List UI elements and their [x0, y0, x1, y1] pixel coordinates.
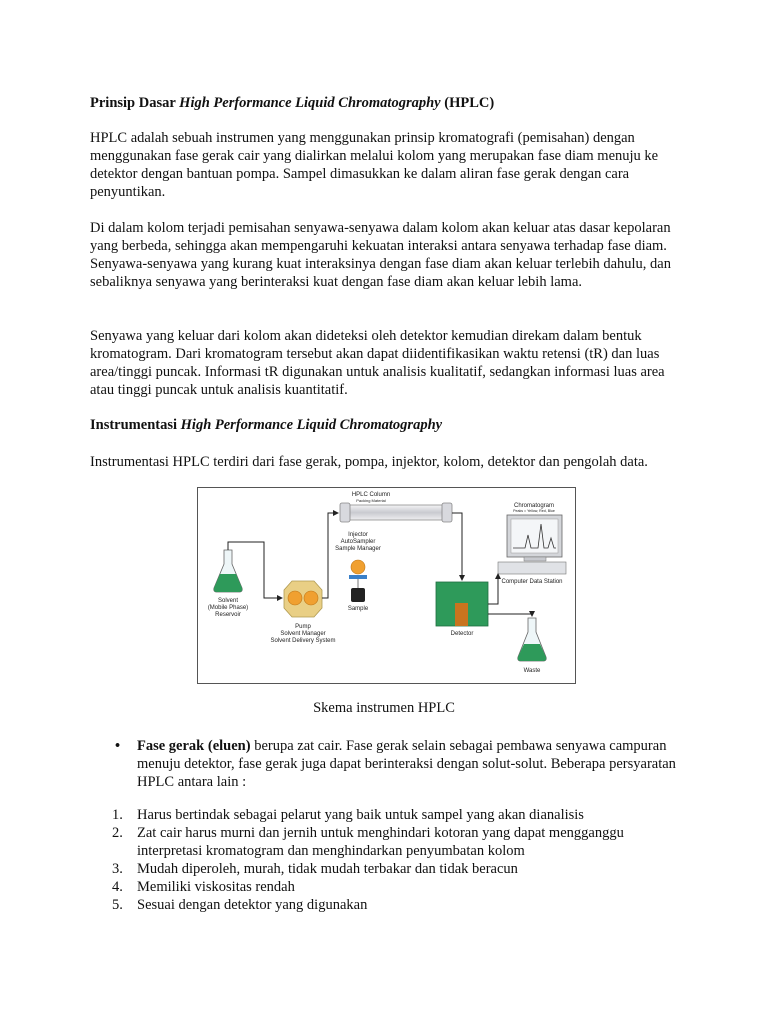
list-item [90, 806, 690, 824]
section-italic: High Performance Liquid Chromatography [180, 417, 443, 433]
column-cap-right-icon [442, 503, 452, 522]
column-subtitle: Packing Material [356, 498, 386, 503]
detector-cell-icon [455, 603, 468, 626]
injector-needle-icon [349, 575, 367, 579]
list-item [90, 896, 690, 914]
section-heading [90, 417, 442, 434]
pump [270, 581, 335, 644]
bullet-item [90, 737, 690, 791]
injector [335, 532, 381, 612]
paragraph-2: Di dalam kolom terjadi pemisahan senyawa-senyawa dalam kolom akan keluar atas dasar kepolaran yang berbeda, sehingga akan mempengaruhi kekuatan interaksi antara senyawa terhadap fase diam. Senyawa-senyawa yang kurang kuat interaksinya dengan fase diam akan keluar terlebih dahulu, dan sebaliknya senyawa yang berinteraksi kuat dengan fase diam akan keluar lebih lama. [90, 220, 671, 290]
arrow-column-to-detector [452, 513, 462, 580]
arrow-detector-to-waste [488, 614, 532, 616]
list-number: 2. [112, 825, 123, 841]
solvent-label-1: Solvent [217, 598, 239, 604]
list-text: Harus bertindak sebagai pelarut yang baik untuk sampel yang akan dianalisis [137, 807, 584, 823]
list-number: 5. [112, 897, 123, 913]
bullet-text [137, 737, 677, 791]
requirements-list [90, 806, 690, 914]
list-text: Zat cair harus murni dan jernih untuk menghindari kotoran yang dapat mengganggu interpretasi kromatogram dan menghindarkan penyumbatan kolom [137, 825, 624, 859]
column-tube-icon [346, 505, 446, 520]
solvent-label-2: (Mobile Phase) [207, 605, 249, 611]
list-text: Sesuai dengan detektor yang digunakan [137, 897, 368, 913]
monitor-stand-icon [524, 557, 546, 561]
list-number: 4. [112, 879, 123, 895]
section-prefix: Instrumentasi [90, 417, 178, 433]
chromatogram-subtitle: Peaks = Yellow, Red, Blue [513, 509, 555, 513]
section-intro: Instrumentasi HPLC terdiri dari fase gerak, pompa, injektor, kolom, detektor dan pengolah data. [90, 454, 648, 470]
hplc-diagram-svg [198, 488, 575, 683]
computer-data-station [498, 503, 566, 585]
hplc-diagram [197, 487, 576, 684]
title-prefix: Prinsip Dasar [90, 95, 176, 111]
solvent-reservoir [208, 550, 248, 618]
keyboard-icon [498, 562, 566, 574]
list-item [90, 860, 690, 878]
pump-label-3: Solvent Delivery System [270, 638, 336, 644]
chromatogram-title: Chromatogram [513, 503, 555, 509]
pump-head-left-icon [288, 591, 302, 605]
title-heading [90, 95, 494, 112]
computer-label: Computer Data Station [501, 579, 563, 585]
title-suffix: (HPLC) [444, 95, 495, 111]
title-italic: High Performance Liquid Chromatography [179, 95, 441, 111]
arrow-pump-to-column [322, 513, 338, 598]
list-text: Mudah diperoleh, murah, tidak mudah terbakar dan tidak beracun [137, 861, 518, 877]
hplc-column [340, 492, 452, 522]
list-text: Memiliki viskositas rendah [137, 879, 295, 895]
list-number: 3. [112, 861, 123, 877]
bullet-rest: berupa zat cair. Fase gerak selain sebagai pembawa senyawa campuran menuju detektor, fase gerak juga dapat berinteraksi dengan solut-solut. Beberapa persyaratan HPLC antara lain : [137, 738, 676, 790]
paragraph-1: HPLC adalah sebuah instrumen yang menggunakan prinsip kromatografi (pemisahan) dengan menggunakan fase gerak cair yang dialirkan melalui kolom yang merupakan fase diam menuju ke detektor dengan bantuan pompa. Sampel dimasukkan ke dalam aliran fase gerak dengan cara penyuntikan. [90, 130, 659, 200]
pump-label-1: Pump [295, 624, 311, 630]
column-cap-left-icon [340, 503, 350, 522]
injector-label-3: Sample Manager [335, 546, 381, 552]
column-title: HPLC Column [351, 492, 391, 498]
injector-label-1: Injector [348, 532, 368, 538]
injector-valve-icon [351, 560, 365, 574]
solvent-label-3: Reservoir [215, 612, 241, 618]
pump-label-2: Solvent Manager [280, 631, 326, 637]
bullet-dot-icon: • [115, 738, 121, 754]
pump-head-right-icon [304, 591, 318, 605]
list-number: 1. [112, 807, 123, 823]
paragraph-3: Senyawa yang keluar dari kolom akan dideteksi oleh detektor kemudian direkam dalam bentuk kromatogram. Dari kromatogram tersebut akan dapat diidentifikasikan waktu retensi (tR) dan luas area/tinggi puncak. Informasi tR digunakan untuk analisis kualitatif, sedangkan informasi luas area atau tinggi puncak untuk analisis kuantitatif. [90, 328, 665, 398]
waste-label: Waste [523, 668, 541, 674]
solvent-liquid-icon [214, 574, 242, 592]
injector-label-2: AutoSampler [340, 539, 376, 545]
bullet-bold: Fase gerak (eluen) [137, 738, 251, 754]
detector [436, 582, 488, 637]
sample-label: Sample [347, 606, 369, 612]
waste-container [518, 618, 546, 674]
sample-vial-icon [351, 588, 365, 602]
arrow-detector-to-computer [488, 574, 498, 604]
figure-caption: Skema instrumen HPLC [313, 700, 455, 716]
list-item [90, 824, 690, 860]
list-item [90, 878, 690, 896]
detector-label: Detector [450, 631, 474, 637]
